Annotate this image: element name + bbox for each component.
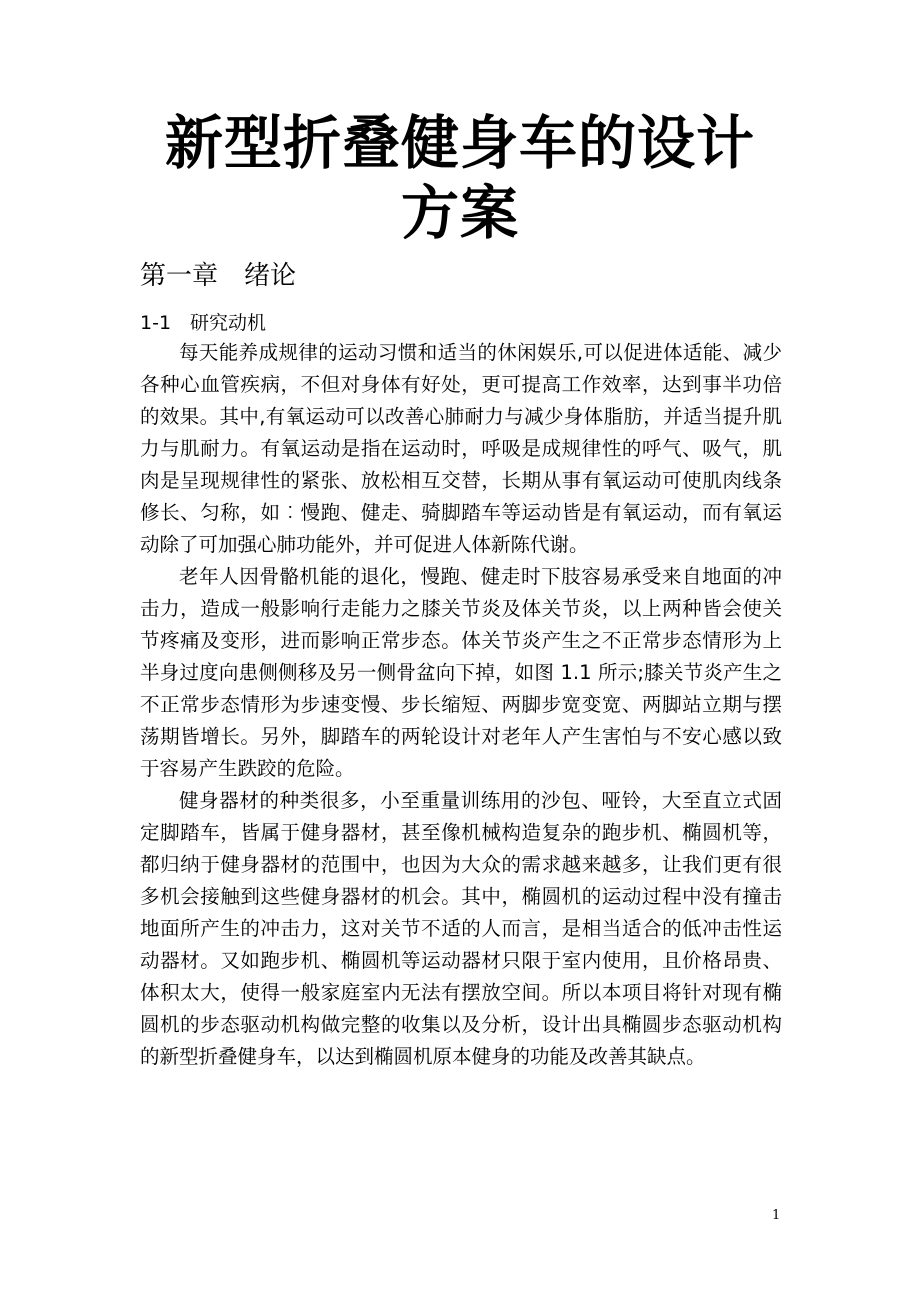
section-heading: 1-1 研究动机 <box>140 312 267 334</box>
body-text <box>140 337 782 1073</box>
paragraph: 每天能养成规律的运动习惯和适当的休闲娱乐,可以促进体适能、减少各种心血管疾病，不但对身体有好处，更可提高工作效率，达到事半功倍的效果。其中,有氧运动可以改善心肺耐力与减少身体脂肪，并适当提升肌力与肌耐力。有氧运动是指在运动时，呼吸是成规律性的呼气、吸气，肌肉是呈现规律性的紧张、放松相互交替，长期从事有氧运动可使肌肉线条修长、匀称，如︰慢跑、健走、骑脚踏车等运动皆是有氧运动，而有氧运动除了可加强心肺功能外，并可促进人体新陈代谢。 <box>140 341 782 556</box>
paragraph: 健身器材的种类很多，小至重量训练用的沙包、哑铃，大至直立式固定脚踏车，皆属于健身器材，甚至像机械构造复杂的跑步机、椭圆机等，都归纳于健身器材的范围中，也因为大众的需求越来越多，让我们更有很多机会接触到这些健身器材的机会。其中，椭圆机的运动过程中没有撞击地面所产生的冲击力，这对关节不适的人而言，是相当适合的低冲击性运动器材。又如跑步机、椭圆机等运动器材只限于室内使用，且价格昂贵、体积太大，使得一般家庭室内无法有摆放空间。所以本项目将针对现有椭圆机的步态驱动机构做完整的收集以及分析，设计出具椭圆步态驱动机构的新型折叠健身车，以达到椭圆机原本健身的功能及改善其缺点。 <box>140 789 782 1068</box>
paragraph: 老年人因骨骼机能的退化，慢跑、健走时下肢容易承受来自地面的冲击力，造成一般影响行走能力之膝关节炎及体关节炎，以上两种皆会使关节疼痛及变形，进而影响正常步态。体关节炎产生之不正常步态情形为上半身过度向患侧侧移及另一侧骨盆向下掉，如图 1.1 所示;膝关节炎产生之不正常步态情形为步速变慢、步长缩短、两脚步宽变宽、两脚站立期与摆荡期皆增长。另外，脚踏车的两轮设计对老年人产生害怕与不安心感以致于容易产生跌跤的危险。 <box>140 565 782 780</box>
page-number: 1 <box>772 1208 781 1223</box>
chapter-heading: 第一章 绪论 <box>140 261 297 291</box>
document-title: 新型折叠健身车的设计方案 <box>164 109 755 247</box>
